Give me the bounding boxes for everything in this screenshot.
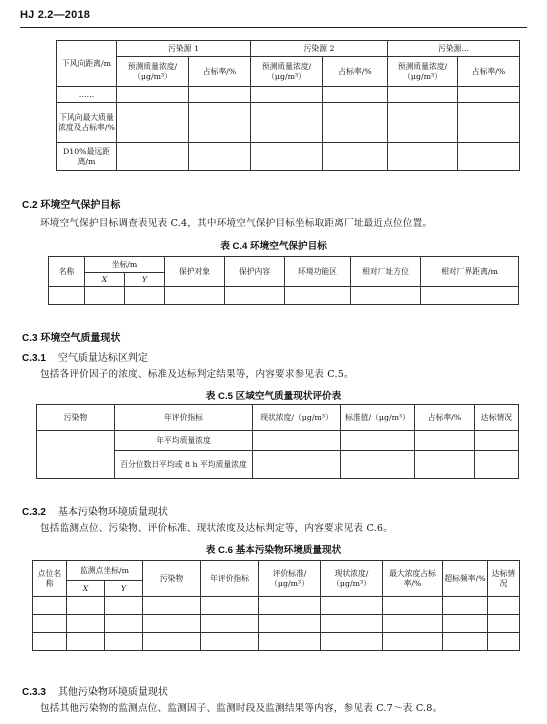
pollution-source-table (56, 40, 520, 171)
c4-header-distance: 相对厂界距离/m (421, 257, 519, 287)
regional-air-quality-table (36, 404, 519, 479)
section-c3-title: C.3 环境空气质量现状 (22, 333, 121, 344)
subsection-c33-number: C.3.3 (22, 687, 46, 698)
c6-header-compliance: 达标情况 (488, 561, 520, 597)
table-c4-caption: 表 C.4 环境空气保护目标 (220, 241, 327, 252)
c4-header-name: 名称 (49, 257, 85, 287)
c4-header-object: 保护对象 (165, 257, 225, 287)
subsection-c33 (22, 683, 168, 698)
basic-pollutant-table (32, 560, 520, 651)
sub-conc-2: 预测质量浓度/（μg/m³） (251, 57, 323, 87)
c4-coord-x: X (85, 273, 125, 287)
col-distance-header: 下风向距离/m (57, 41, 117, 87)
row-d10-distance: D10%最远距离/m (57, 143, 117, 171)
c5-header-current: 现状浓度/（μg/m³） (253, 405, 341, 431)
sub-conc-3: 预测质量浓度/（μg/m³） (388, 57, 458, 87)
c4-header-coord: 坐标/m (85, 257, 165, 273)
sub-ratio-3: 占标率/% (458, 57, 520, 87)
c6-header-current: 现状浓度/（μg/m³） (321, 561, 383, 597)
subsection-c33-title: 其他污染物环境质量现状 (57, 687, 168, 698)
section-c2-title: C.2 环境空气保护目标 (22, 200, 121, 211)
row-dots: …… (57, 87, 117, 103)
subsection-c32-number: C.3.2 (22, 507, 46, 518)
subsection-c32-paragraph: 包括监测点位、污染物、评价标准、现状浓度及达标判定等，内容要求见表 C.6。 (40, 523, 393, 534)
c6-header-pollutant: 污染物 (143, 561, 201, 597)
sub-ratio-1: 占标率/% (189, 57, 251, 87)
subsection-c31 (22, 349, 148, 364)
subsection-c32 (22, 503, 168, 518)
source-1-header: 污染源 1 (117, 41, 251, 57)
subsection-c33-paragraph: 包括其他污染物的监测点位、监测因子、监测时段及监测结果等内容，参见表 C.7～表 C.8。 (40, 703, 443, 714)
c6-coord-x: X (67, 581, 105, 597)
c6-header-max-ratio: 最大浓度占标率/% (383, 561, 443, 597)
subsection-c32-title: 基本污染物环境质量现状 (57, 507, 168, 518)
c6-header-standard: 评价标准/（μg/m³） (259, 561, 321, 597)
table-c6-caption: 表 C.6 基本污染物环境质量现状 (205, 545, 342, 556)
subsection-c31-number: C.3.1 (22, 353, 46, 364)
c4-header-content: 保护内容 (225, 257, 285, 287)
table-c5-caption: 表 C.5 区域空气质量现状评价表 (205, 391, 342, 402)
c6-header-coord: 监测点坐标/m (67, 561, 143, 581)
c6-header-exceed-freq: 超标频率/% (443, 561, 488, 597)
c5-header-indicator: 年评价指标 (115, 405, 253, 431)
row-max-conc: 下风向最大质量浓度及占标率/% (57, 103, 117, 143)
protection-target-table (48, 256, 519, 305)
c5-row-percentile: 百分位数日平均或 8 h 平均质量浓度 (115, 451, 253, 479)
subsection-c31-paragraph: 包括各评价因子的浓度、标准及达标判定结果等，内容要求参见表 C.5。 (40, 369, 354, 380)
c6-coord-y: Y (105, 581, 143, 597)
c4-header-bearing: 相对厂址方位 (351, 257, 421, 287)
header-rule (20, 27, 527, 28)
c4-coord-y: Y (125, 273, 165, 287)
c5-header-ratio: 占标率/% (415, 405, 475, 431)
section-c2-paragraph: 环境空气保护目标调查表见表 C.4，其中环境空气保护目标坐标取距离厂址最近点位位置。 (40, 218, 433, 229)
sub-conc-1: 预测质量浓度/（μg/m³） (117, 57, 189, 87)
subsection-c31-title: 空气质量达标区判定 (57, 353, 148, 364)
c6-header-site: 点位名称 (33, 561, 67, 597)
sub-ratio-2: 占标率/% (323, 57, 388, 87)
c6-header-indicator: 年评价指标 (201, 561, 259, 597)
document-code: HJ 2.2—2018 (20, 9, 91, 21)
c5-header-compliance: 达标情况 (475, 405, 519, 431)
c5-header-standard: 标准值/（μg/m³） (341, 405, 415, 431)
c5-row-annual: 年平均质量浓度 (115, 431, 253, 451)
source-n-header: 污染源... (388, 41, 520, 57)
source-2-header: 污染源 2 (251, 41, 388, 57)
c5-header-pollutant: 污染物 (37, 405, 115, 431)
c4-header-zone: 环境功能区 (285, 257, 351, 287)
